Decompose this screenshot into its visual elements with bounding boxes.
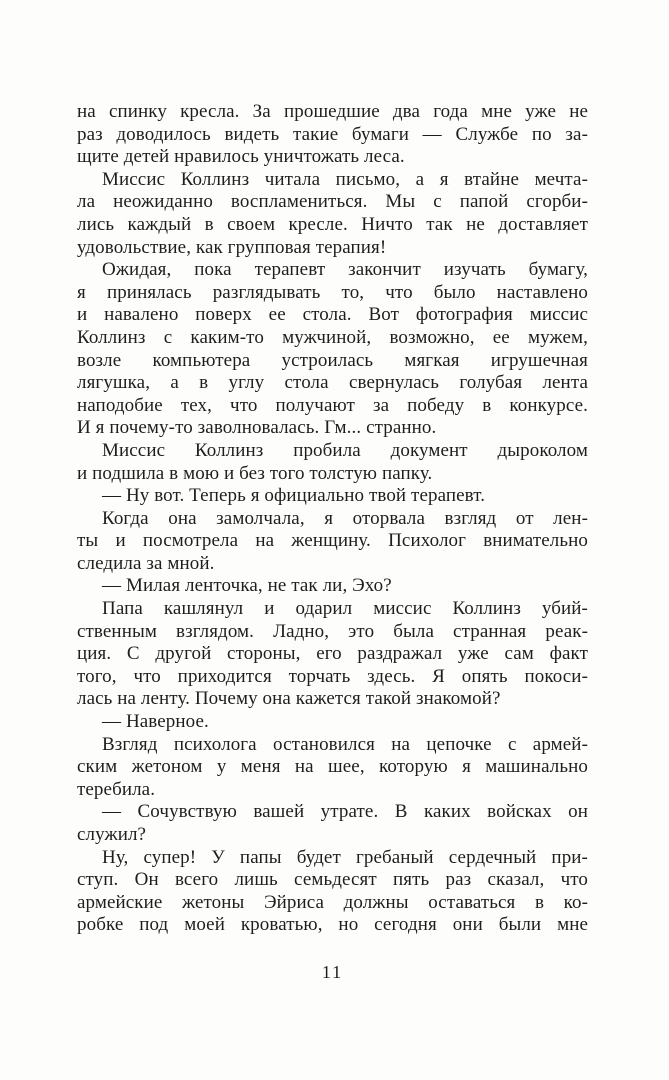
text-line: И я почему-то заволновалась. Гм... странно.	[77, 417, 437, 439]
text-line: Ну, супер! У папы будет гребаный сердечный при-	[102, 846, 588, 868]
text-line: армейские жетоны Эйриса должны оставаться в ко-	[77, 891, 588, 913]
text-line: наподобие тех, что получают за победу в конкурсе.	[77, 394, 588, 416]
text-line: лась на ленту. Почему она кажется такой знакомой?	[77, 688, 501, 710]
paragraph	[77, 801, 588, 846]
text-line: — Ну вот. Теперь я официально твой терапевт.	[102, 485, 486, 507]
paragraph	[77, 508, 588, 576]
text-line: я принялась разглядывать то, что было наставлено	[77, 281, 588, 303]
paragraph	[77, 598, 588, 711]
text-line: лись каждый в своем кресле. Ничто так не доставляет	[77, 213, 588, 235]
paragraph	[77, 101, 588, 169]
paragraph	[77, 485, 588, 508]
text-line: и подшила в мою и без того толстую папку.	[77, 462, 433, 484]
paragraph	[77, 734, 588, 802]
paragraph	[77, 259, 588, 440]
text-line: на спинку кресла. За прошедшие два года мне уже не	[77, 101, 588, 122]
text-line: удовольствие, как групповая терапия!	[77, 236, 387, 258]
paragraph	[77, 575, 588, 598]
text-line: ты и посмотрела на женщину. Психолог внимательно	[77, 530, 588, 552]
page-number: 11	[321, 962, 344, 982]
paragraph	[77, 847, 588, 937]
text-line: — Наверное.	[102, 711, 209, 733]
text-line: Миссис Коллинз пробила документ дыроколом	[102, 439, 588, 461]
text-line: служил?	[77, 824, 147, 845]
paragraph	[77, 711, 588, 734]
text-line: возле компьютера устроилась мягкая игрушечная	[77, 349, 588, 371]
text-line: и навалено поверх ее стола. Вот фотография миссис	[77, 304, 588, 326]
text-line: ственным взглядом. Ладно, это была странная реак-	[77, 620, 588, 642]
text-line: ция. С другой стороны, его раздражал уже сам факт	[77, 643, 588, 665]
text-line: Миссис Коллинз читала письмо, а я втайне мечта-	[102, 168, 588, 190]
text-line: Когда она замолчала, я оторвала взгляд от лен-	[102, 507, 588, 529]
text-line: робке под моей кроватью, но сегодня они были мне	[77, 914, 588, 936]
text-line: лягушка, а в углу стола свернулась голубая лента	[77, 372, 588, 394]
text-line: — Милая ленточка, не так ли, Эхо?	[102, 575, 392, 597]
text-line: — Сочувствую вашей утрате. В каких войсках он	[102, 801, 588, 823]
text-line: Коллинз с каким-то мужчиной, возможно, ее мужем,	[77, 326, 588, 348]
text-line: Взгляд психолога остановился на цепочке с армей-	[102, 733, 588, 755]
text-line: следила за мной.	[77, 552, 215, 574]
text-line: раз доводилось видеть такие бумаги — Службе по за-	[77, 123, 588, 145]
text-line: теребила.	[77, 778, 156, 800]
text-line: ским жетоном у меня на шее, которую я машинально	[77, 756, 588, 778]
text-line: Ожидая, пока терапевт закончит изучать бумагу,	[102, 259, 588, 281]
page-text-block	[77, 101, 588, 937]
text-line: того, что приходится торчать здесь. Я опять покоси-	[77, 665, 588, 687]
paragraph	[77, 169, 588, 259]
text-line: щите детей нравилось уничтожать леса.	[77, 146, 405, 168]
paragraph	[77, 440, 588, 485]
text-line: ступ. Он всего лишь семьдесят пять раз сказал, что	[77, 869, 588, 891]
text-line: ла неожиданно воспламениться. Мы с папой сгорби-	[77, 191, 588, 213]
text-line: Папа кашлянул и одарил миссис Коллинз убий-	[102, 598, 588, 620]
